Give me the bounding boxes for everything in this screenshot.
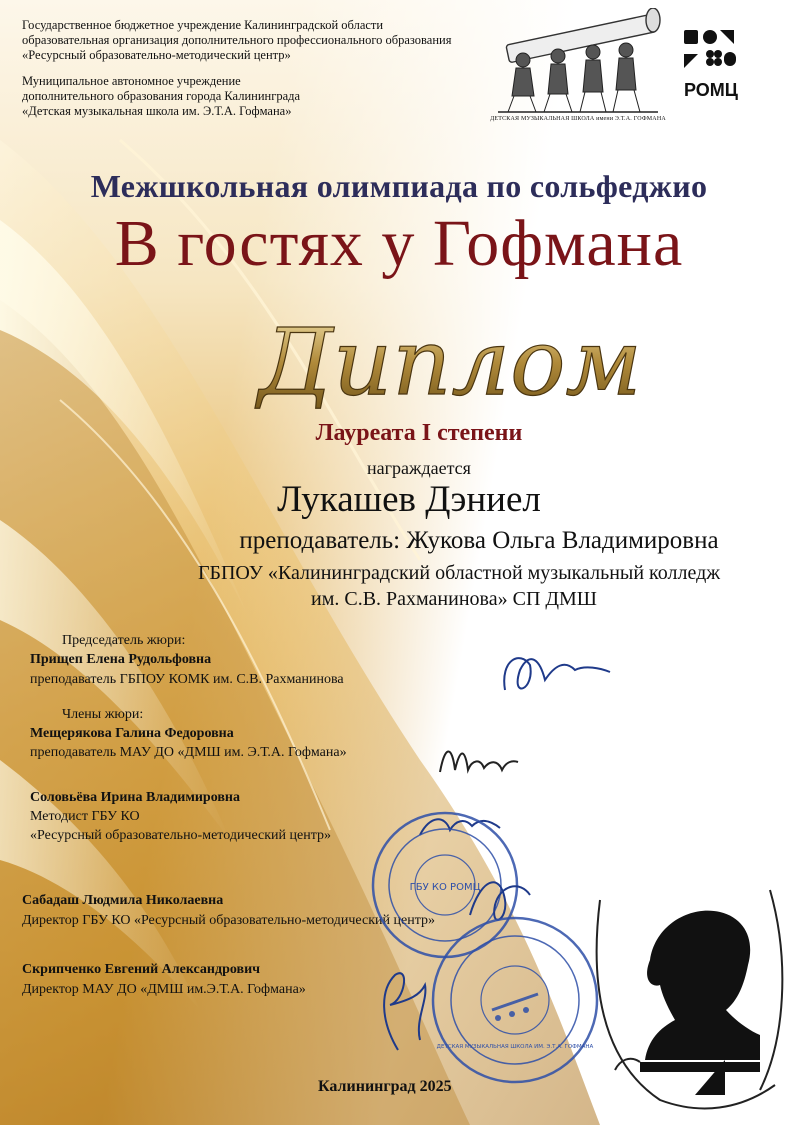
org2-line2: дополнительного образования города Калининграда xyxy=(22,89,301,103)
main-title: В гостях у Гофмана xyxy=(114,207,684,280)
romc-label: РОМЦ xyxy=(684,80,738,100)
member1-name: Мещерякова Галина Федоровна xyxy=(30,726,234,741)
member2-role-2: «Ресурсный образовательно-методический центр» xyxy=(30,828,332,843)
school-stamp-text: ДЕТСКАЯ МУЗЫКАЛЬНАЯ ШКОЛА ИМ. Э.Т.А. ГОФМАНА xyxy=(436,1044,594,1050)
member1-role: преподаватель МАУ ДО «ДМШ им. Э.Т.А. Гофмана» xyxy=(30,745,347,760)
chair-name: Прищеп Елена Рудольфовна xyxy=(30,652,212,667)
city-year: Калининград 2025 xyxy=(318,1078,452,1095)
member2-name: Соловьёва Ирина Владимировна xyxy=(30,790,240,805)
romc-stamp-text: ГБУ КО РОМЦ xyxy=(409,882,481,893)
college-line-1: ГБПОУ «Калининградский областной музыкальный колледж xyxy=(197,562,721,584)
member2-role-1: Методист ГБУ КО xyxy=(30,809,140,824)
romc-logo xyxy=(676,24,746,104)
school-logo xyxy=(488,8,668,126)
organization-1 xyxy=(22,18,492,63)
college-line-2: им. С.В. Рахманинова» СП ДМШ xyxy=(311,588,597,610)
org1-line3: «Ресурсный образовательно-методический центр» xyxy=(22,48,291,62)
student-name: Лукашев Дэниел xyxy=(277,479,541,520)
organization-2 xyxy=(22,74,492,119)
members-label: Члены жюри: xyxy=(62,707,144,722)
member4-role: Директор МАУ ДО «ДМШ им.Э.Т.А. Гофмана» xyxy=(22,982,306,997)
school-logo-icon xyxy=(488,8,668,116)
chair-label: Председатель жюри: xyxy=(62,633,186,648)
member3-role: Директор ГБУ КО «Ресурсный образовательно-методический центр» xyxy=(22,913,435,928)
degree-title: Лауреата I степени xyxy=(315,420,523,446)
member3-name: Сабадаш Людмила Николаевна xyxy=(22,893,224,908)
org2-line1: Муниципальное автономное учреждение xyxy=(22,74,241,88)
teacher-line: преподаватель: Жукова Ольга Владимировна xyxy=(239,527,719,554)
diploma-text: Диплом xyxy=(258,309,642,416)
org1-line2: образовательная организация дополнительного профессионального образования xyxy=(22,33,452,47)
org1-line1: Государственное бюджетное учреждение Калининградской области xyxy=(22,18,384,32)
school-logo-caption: ДЕТСКАЯ МУЗЫКАЛЬНАЯ ШКОЛА имени Э.Т.А. ГОФМАНА xyxy=(490,116,666,122)
olympiad-title: Межшкольная олимпиада по сольфеджио xyxy=(90,168,708,204)
member4-name: Скрипченко Евгений Александрович xyxy=(22,962,261,977)
chair-role: преподаватель ГБПОУ КОМК им. С.В. Рахманинова xyxy=(30,672,344,687)
awarded-label: награждается xyxy=(367,458,471,478)
diploma-heading xyxy=(250,286,650,426)
org2-line3: «Детская музыкальная школа им. Э.Т.А. Гофмана» xyxy=(22,104,292,118)
romc-logo-icon xyxy=(676,24,746,78)
